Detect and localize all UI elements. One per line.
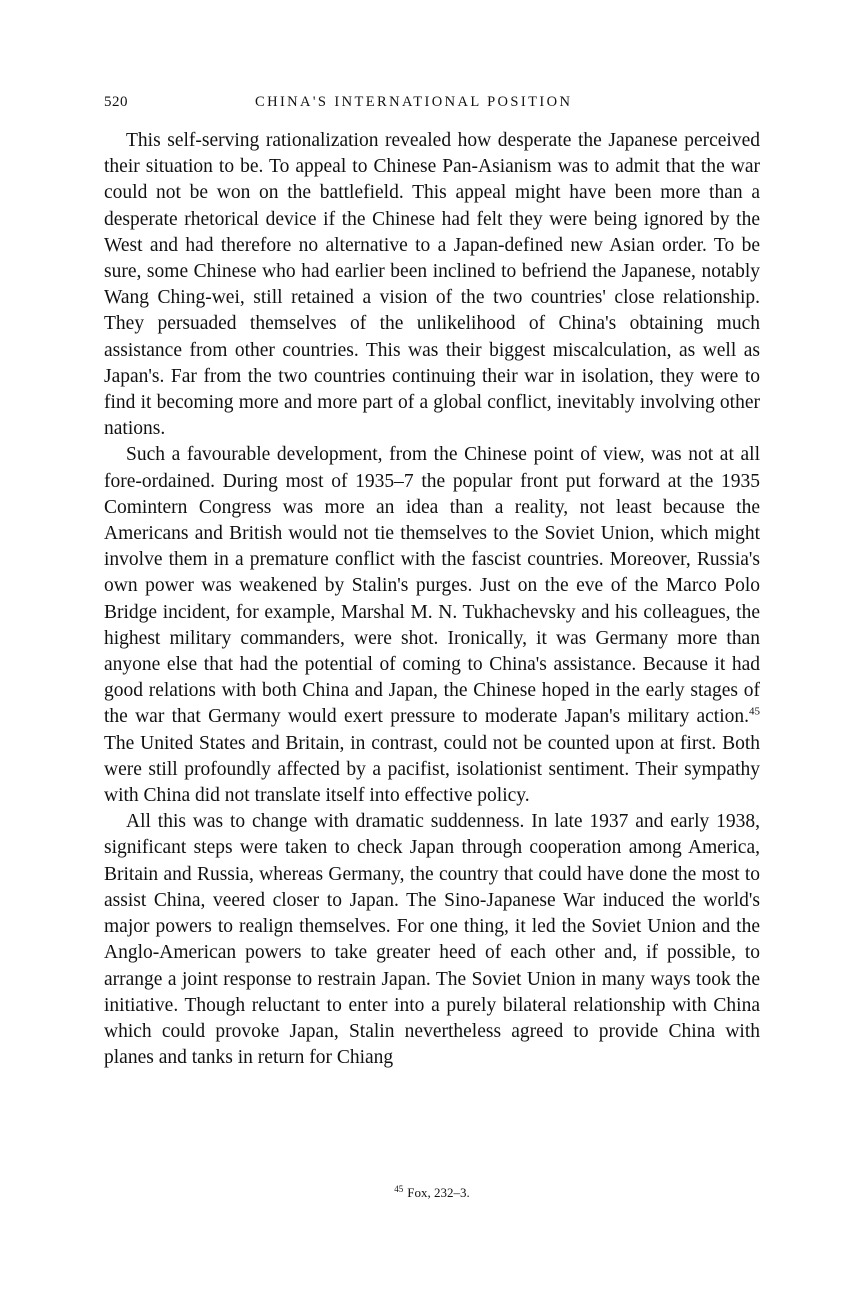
footnote [104, 1184, 760, 1202]
running-title: CHINA'S INTERNATIONAL POSITION [255, 94, 573, 110]
paragraph-1: This self-serving rationalization revealed how desperate the Japanese perceived their situation to be. To appeal to Chinese Pan-Asianism was to admit that the war could not be won on the battlefield. This appeal might have been more than a desperate rhetorical device if the Chinese had felt they were being ignored by the West and had therefore no alternative to a Japan-defined new Asian order. To be sure, some Chinese who had earlier been inclined to befriend the Japanese, notably Wang Ching-wei, still retained a vision of the two countries' close relationship. They persuaded themselves of the unlikelihood of China's obtaining much assistance from other countries. This was their biggest miscalculation, as well as Japan's. Far from the two countries continuing their war in isolation, they were to find it becoming more and more part of a global conflict, inevitably involving other nations. [104, 130, 760, 440]
paragraph-2-text-before-note: Such a favourable development, from the Chinese point of view, was not at all fore-ordained. During most of 1935–7 the popular front put forward at the 1935 Comintern Congress was more an idea than a reality, not least because the Americans and British would not tie themselves to the Soviet Union, which might involve them in a premature conflict with the fascist countries. Moreover, Russia's own power was weakened by Stalin's purges. Just on the eve of the Marco Polo Bridge incident, for example, Marshal M. N. Tukhachevsky and his colleagues, the highest military commanders, were shot. Ironically, it was Germany more than anyone else that had the potential of coming to China's assistance. Because it had good relations with both China and Japan, the Chinese hoped in the early stages of the war that Germany would exert pressure to moderate Japan's military action. [104, 444, 760, 728]
paragraph-3: All this was to change with dramatic suddenness. In late 1937 and early 1938, significant steps were taken to check Japan through cooperation among America, Britain and Russia, whereas Germany, the country that could have done the most to assist China, veered closer to Japan. The Sino-Japanese War induced the world's major powers to realign themselves. For one thing, it led the Soviet Union and the Anglo-American powers to take greater heed of each other and, if possible, to arrange a joint response to restrain Japan. The Soviet Union in many ways took the initiative. Though reluctant to enter into a purely bilateral relationship with China which could provoke Japan, Stalin nevertheless agreed to provide China with planes and tanks in return for Chiang [104, 811, 760, 1069]
body-text [104, 128, 760, 1071]
footnote-text: Fox, 232–3. [407, 1185, 470, 1200]
paragraph-2 [104, 442, 760, 809]
footnote-number: 45 [394, 1183, 404, 1194]
page-number: 520 [104, 94, 128, 110]
paragraph-2-text-after-note: The United States and Britain, in contrast, could not be counted upon at first. Both were still profoundly affected by a pacifist, isolationist sentiment. Their sympathy with China did not translate itself into effective policy. [104, 732, 760, 807]
running-head [104, 91, 760, 113]
footnote-reference-45: 45 [749, 705, 760, 718]
